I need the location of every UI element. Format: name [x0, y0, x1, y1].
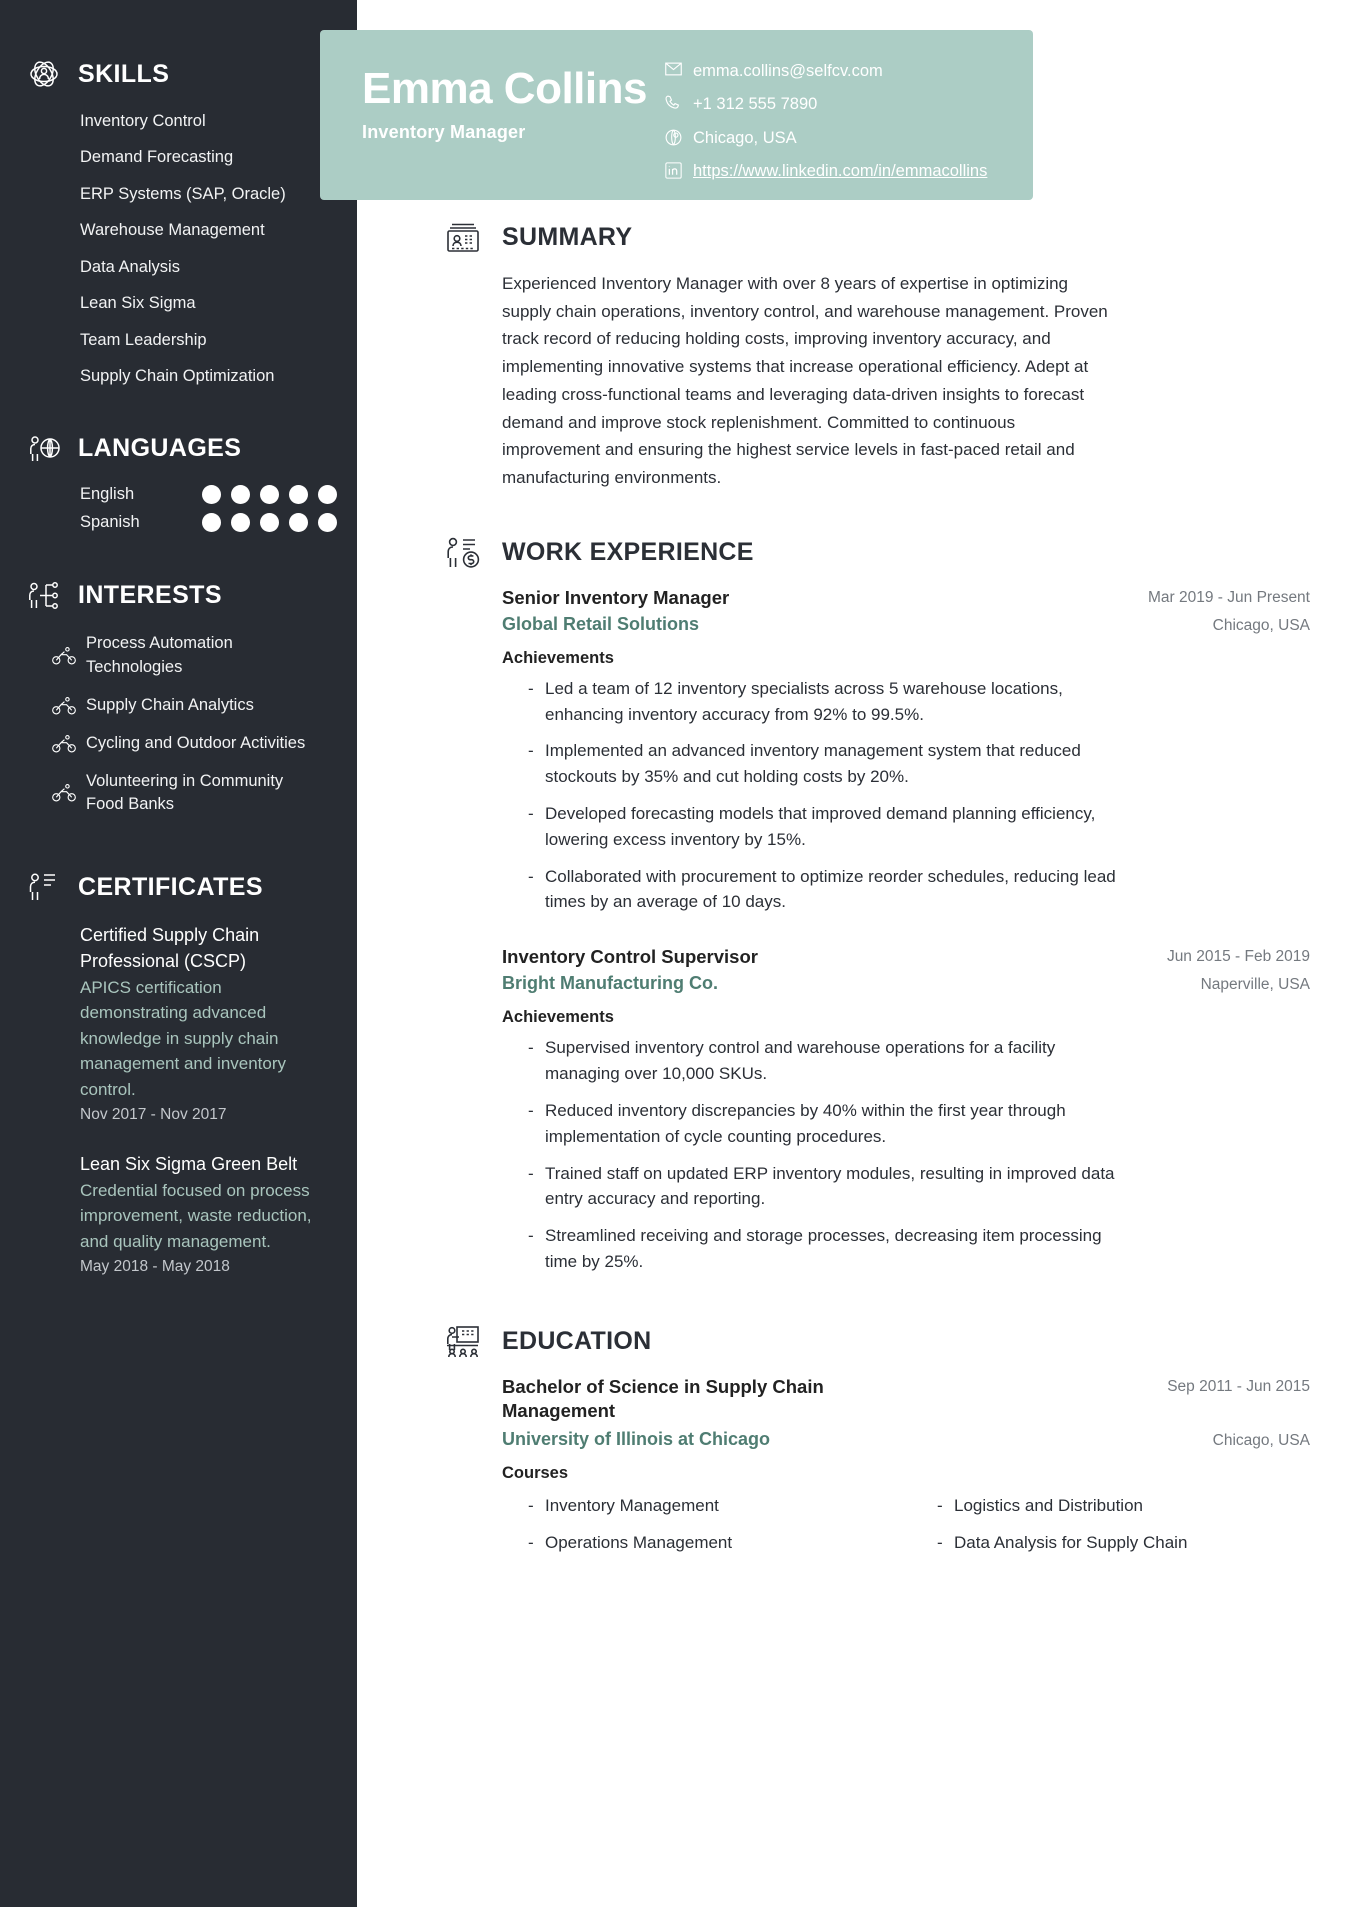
candidate-name: Emma Collins — [362, 64, 647, 113]
skill-item: Warehouse Management — [80, 221, 265, 240]
course-item: - Operations Management — [528, 1530, 901, 1556]
bicycle-icon — [52, 783, 76, 803]
person-list-icon — [24, 869, 64, 905]
skills-title: SKILLS — [78, 59, 170, 88]
contact-phone[interactable] — [665, 93, 1025, 115]
main-content — [357, 0, 1350, 1907]
language-name: Spanish — [80, 512, 140, 531]
job-top-row — [502, 586, 1310, 610]
achievement-item: - Trained staff on updated ERP inventory modules, resulting in improved data entry accuracy and reporting. — [528, 1161, 1133, 1213]
contact-linkedin-text[interactable]: https://www.linkedin.com/in/emmacollins — [693, 161, 988, 180]
level-dot — [202, 513, 221, 532]
bicycle-icon — [52, 696, 76, 716]
achievement-item: - Developed forecasting models that improved demand planning efficiency, lowering excess inventory by 15%. — [528, 801, 1133, 853]
level-dot — [231, 513, 250, 532]
phone-icon — [665, 93, 682, 112]
certificate-date: Nov 2017 - Nov 2017 — [80, 1106, 227, 1123]
achievements-list — [502, 1035, 1310, 1275]
contact-list — [665, 56, 1025, 193]
language-row — [24, 513, 333, 532]
level-dot — [260, 513, 279, 532]
summary-title: SUMMARY — [502, 222, 633, 251]
education-institution: University of Illinois at Chicago — [502, 1429, 771, 1450]
job-location: Naperville, USA — [1200, 976, 1310, 994]
interests-list — [24, 632, 333, 818]
skills-list — [24, 110, 333, 389]
achievement-item: - Streamlined receiving and storage processes, decreasing item processing time by 25%. — [528, 1223, 1133, 1275]
level-dot — [260, 485, 279, 504]
contact-location-text: Chicago, USA — [693, 128, 797, 147]
section-summary — [442, 218, 1310, 492]
sidebar-section-skills — [24, 56, 333, 389]
skill-item: Team Leadership — [80, 330, 207, 349]
education-header — [442, 1323, 1310, 1361]
languages-title: LANGUAGES — [78, 434, 242, 463]
section-education — [442, 1323, 1310, 1555]
language-level-dots — [202, 513, 337, 532]
certificate-item — [24, 923, 333, 1126]
achievements-label: Achievements — [502, 648, 614, 667]
skill-item: Data Analysis — [80, 257, 180, 276]
job-entry — [502, 586, 1310, 916]
header-identity — [320, 56, 665, 143]
languages-list — [24, 485, 333, 532]
sidebar-section-languages — [24, 431, 333, 532]
interest-label: Process Automation Technologies — [86, 633, 233, 676]
languages-header — [24, 431, 333, 467]
level-dot — [318, 513, 337, 532]
person-globe-icon — [24, 431, 64, 467]
interest-item — [24, 732, 333, 756]
header-banner — [320, 30, 1033, 200]
course-item: - Data Analysis for Supply Chain — [937, 1530, 1310, 1556]
achievements-label: Achievements — [502, 1008, 614, 1027]
level-dot — [289, 513, 308, 532]
interest-item — [24, 694, 333, 718]
skill-item: Lean Six Sigma — [80, 294, 196, 313]
job-title: Senior Inventory Manager — [502, 586, 730, 608]
course-item: - Inventory Management — [528, 1493, 901, 1519]
certificate-description: APICS certification demonstrating advanced knowledge in supply chain management and inventory control. — [80, 977, 287, 1099]
job-title: Inventory Control Supervisor — [502, 946, 758, 968]
level-dot — [289, 485, 308, 504]
education-title: EDUCATION — [502, 1327, 652, 1356]
contact-email-text: emma.collins@selfcv.com — [693, 62, 883, 80]
certificate-date: May 2018 - May 2018 — [80, 1258, 230, 1276]
teacher-board-icon — [442, 1323, 484, 1361]
summary-body — [442, 270, 1310, 492]
job-entry — [502, 945, 1310, 1275]
language-level-dots — [202, 485, 337, 504]
work-experience-title: WORK EXPERIENCE — [502, 538, 754, 567]
summary-header — [442, 218, 1310, 256]
section-work-experience — [442, 534, 1310, 1275]
job-date: Jun 2015 - Feb 2019 — [1166, 948, 1310, 966]
certificates-list — [24, 923, 333, 1278]
skills-header — [24, 56, 333, 92]
achievement-item: - Supervised inventory control and warehouse operations for a facility managing over 10,000 SKUs. — [528, 1035, 1133, 1087]
sidebar-section-interests — [24, 578, 333, 818]
interests-title: INTERESTS — [78, 581, 222, 610]
education-degree: Bachelor of Science in Supply Chain Management — [502, 1375, 824, 1422]
courses-label: Courses — [502, 1464, 569, 1483]
level-dot — [202, 485, 221, 504]
certificate-description: Credential focused on process improvement, waste reduction, and quality management. — [80, 1180, 312, 1251]
language-row — [24, 485, 333, 504]
work-experience-header — [442, 534, 1310, 572]
language-name: English — [80, 484, 135, 503]
courses-grid — [502, 1493, 1310, 1555]
course-item: - Logistics and Distribution — [937, 1493, 1310, 1519]
education-body — [442, 1375, 1310, 1555]
interest-label: Volunteering in Community Food Banks — [86, 771, 284, 814]
bicycle-icon — [52, 734, 76, 754]
achievement-item: - Reduced inventory discrepancies by 40% within the first year through implementation of cycle counting procedures. — [528, 1098, 1133, 1150]
sidebar — [0, 0, 357, 1907]
document-body — [357, 0, 1350, 1601]
certificates-header — [24, 869, 333, 905]
person-money-icon — [442, 534, 484, 572]
certificate-title: Certified Supply Chain Professional (CSCP) — [80, 925, 260, 971]
achievement-item: - Collaborated with procurement to optimize reorder schedules, reducing lead times by an average of 10 days. — [528, 864, 1133, 916]
job-sub-row — [502, 614, 1310, 635]
skill-item: Inventory Control — [80, 112, 206, 130]
linkedin-icon — [665, 160, 682, 179]
certificate-item — [24, 1152, 333, 1278]
education-location: Chicago, USA — [1212, 1432, 1310, 1450]
achievement-item: - Led a team of 12 inventory specialists across 5 warehouse locations, enhancing inventory accuracy from 92% to 99.5%. — [528, 676, 1133, 728]
education-date: Sep 2011 - Jun 2015 — [1167, 1377, 1310, 1395]
achievements-list — [502, 676, 1310, 916]
bicycle-icon — [52, 646, 76, 666]
job-organization: Global Retail Solutions — [502, 613, 700, 634]
job-organization: Bright Manufacturing Co. — [502, 973, 718, 994]
interests-header — [24, 578, 333, 614]
interest-label: Cycling and Outdoor Activities — [86, 733, 306, 752]
achievement-item: - Implemented an advanced inventory management system that reduced stockouts by 35% and cut holding costs by 20%. — [528, 738, 1133, 790]
interest-label: Supply Chain Analytics — [86, 695, 254, 714]
summary-text: Experienced Inventory Manager with over 8 years of expertise in optimizing supply chain operations, inventory control, and warehouse management. Proven track record of reducing holding costs, improving inventory accuracy, and implementing innovative systems that increase operational efficiency. Adept at leading cross-functional teams and leveraging data-driven insights to forecast demand and improve stock replenishment. Committed to continuous improvement and ensuring the highest service levels in fast-paced retail and manufacturing environments. — [502, 274, 1108, 487]
contact-location — [665, 127, 1025, 149]
work-experience-body — [442, 586, 1310, 1275]
level-dot — [231, 485, 250, 504]
education-sub-row — [502, 1429, 1310, 1450]
skill-item: Supply Chain Optimization — [80, 366, 275, 385]
skill-item: ERP Systems (SAP, Oracle) — [80, 184, 286, 203]
education-entry — [502, 1375, 1310, 1555]
id-card-icon — [442, 218, 484, 256]
contact-phone-text: +1 312 555 7890 — [693, 95, 818, 114]
job-top-row — [502, 945, 1310, 969]
job-date: Mar 2019 - Jun Present — [1148, 588, 1310, 606]
globe-icon — [665, 127, 682, 146]
education-top-row — [502, 1375, 1310, 1423]
contact-email[interactable] — [665, 60, 1025, 82]
job-sub-row — [502, 973, 1310, 994]
level-dot — [318, 485, 337, 504]
contact-linkedin[interactable] — [665, 160, 1025, 182]
interest-item — [24, 632, 333, 680]
person-network-icon — [24, 578, 64, 614]
candidate-role: Inventory Manager — [362, 122, 526, 143]
atom-person-icon — [24, 56, 64, 92]
certificate-title: Lean Six Sigma Green Belt — [80, 1154, 298, 1175]
skill-item: Demand Forecasting — [80, 148, 234, 167]
job-location: Chicago, USA — [1212, 616, 1310, 634]
certificates-title: CERTIFICATES — [78, 872, 263, 901]
envelope-icon — [665, 60, 682, 76]
interest-item — [24, 770, 333, 818]
sidebar-section-certificates — [24, 869, 333, 1278]
